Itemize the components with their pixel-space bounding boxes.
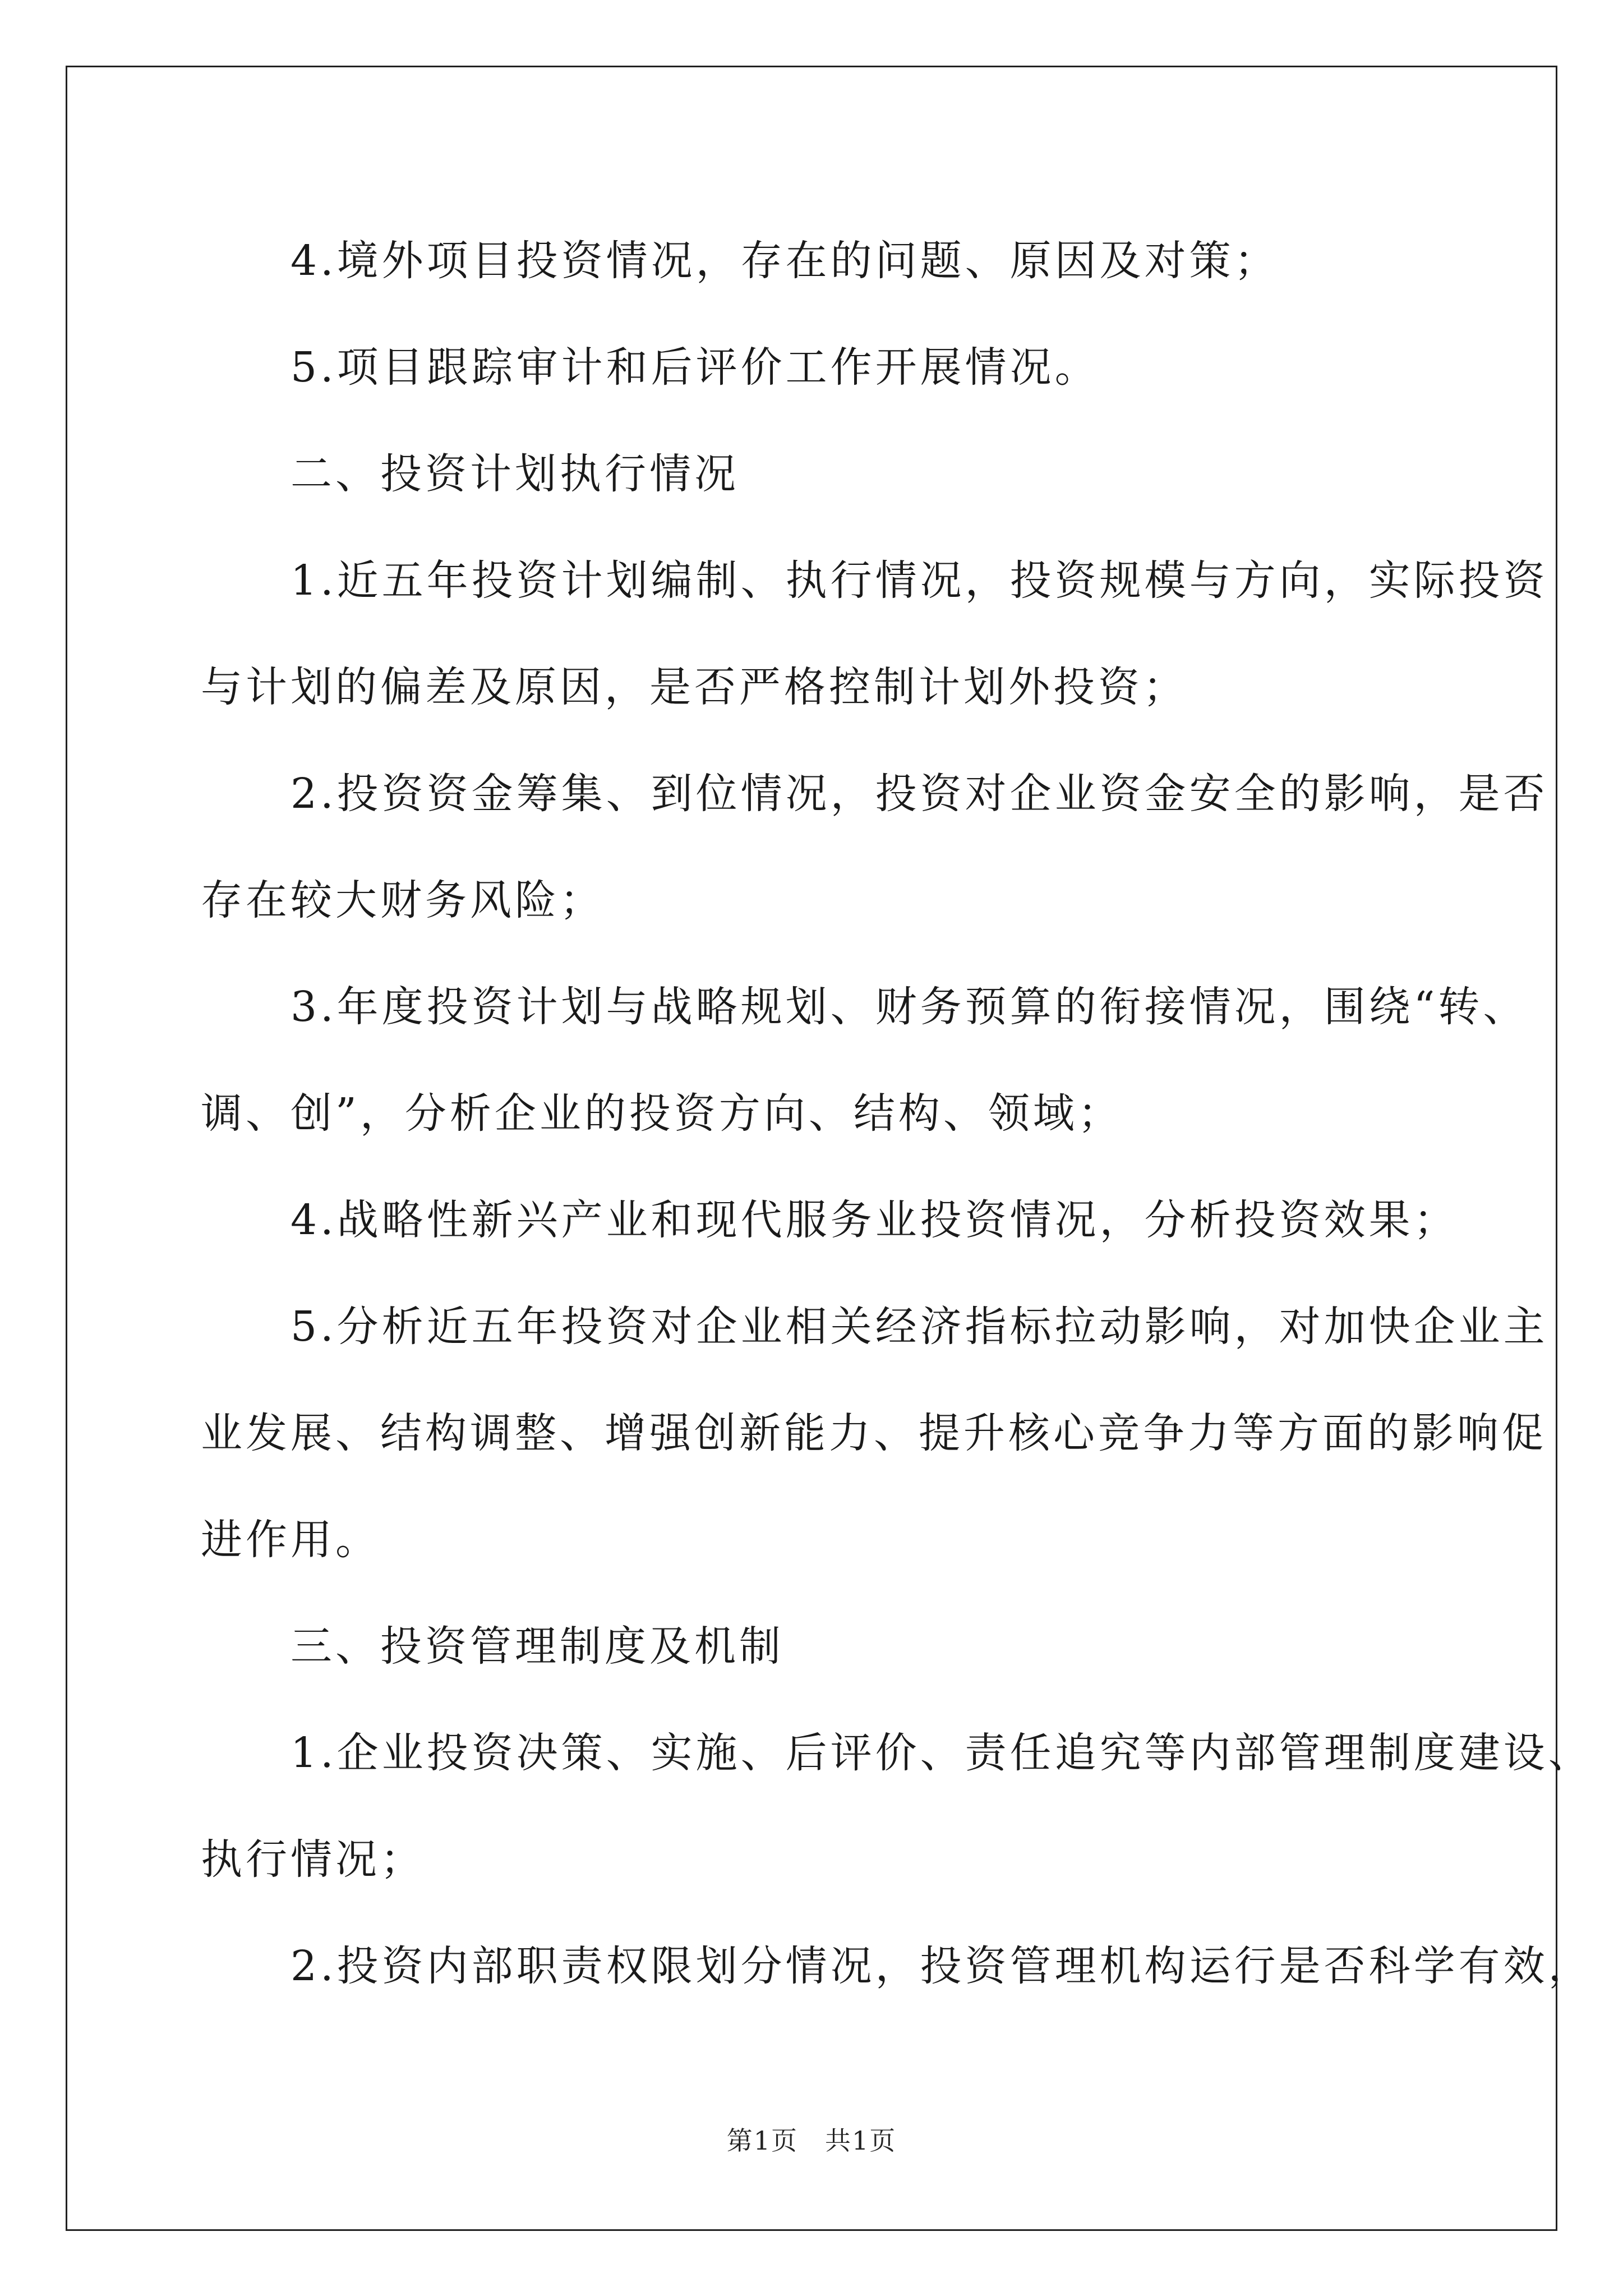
paragraph-line: 1.近五年投资计划编制、执行情况，投资规模与方向，实际投资: [201, 556, 1548, 605]
paragraph-line: 进作用。: [201, 1516, 380, 1564]
paragraph-line: 4.境外项目投资情况，存在的问题、原因及对策；: [201, 237, 1279, 285]
paragraph-line: 5.项目跟踪审计和后评价工作开展情况。: [201, 343, 1100, 392]
paragraph-line: 3.年度投资计划与战略规划、财务预算的衔接情况，围绕“转、: [201, 983, 1528, 1031]
paragraph-line: 1.企业投资决策、实施、后评价、责任追究等内部管理制度建设、: [201, 1729, 1593, 1777]
paragraph-line: 存在较大财务风险；: [201, 876, 605, 924]
paragraph-line: 4.战略性新兴产业和现代服务业投资情况，分析投资效果；: [201, 1196, 1459, 1244]
paragraph-line: 执行情况；: [201, 1835, 425, 1884]
section-heading: 二、投资计划执行情况: [201, 450, 739, 498]
paragraph-line: 2.投资资金筹集、到位情况，投资对企业资金安全的影响，是否: [201, 770, 1548, 818]
paragraph-line: 调、创”，分析企业的投资方向、结构、领域；: [201, 1089, 1123, 1138]
page-number-footer: 第1页 共1页: [726, 2125, 897, 2156]
section-heading: 三、投资管理制度及机制: [201, 1622, 784, 1671]
paragraph-line: 2.投资内部职责权限划分情况，投资管理机构运行是否科学有效，: [201, 1942, 1593, 1990]
paragraph-line: 5.分析近五年投资对企业相关经济指标拉动影响，对加快企业主: [201, 1303, 1548, 1351]
paragraph-line: 业发展、结构调整、增强创新能力、提升核心竞争力等方面的影响促: [201, 1409, 1547, 1457]
paragraph-line: 与计划的偏差及原因，是否严格控制计划外投资；: [201, 663, 1188, 711]
